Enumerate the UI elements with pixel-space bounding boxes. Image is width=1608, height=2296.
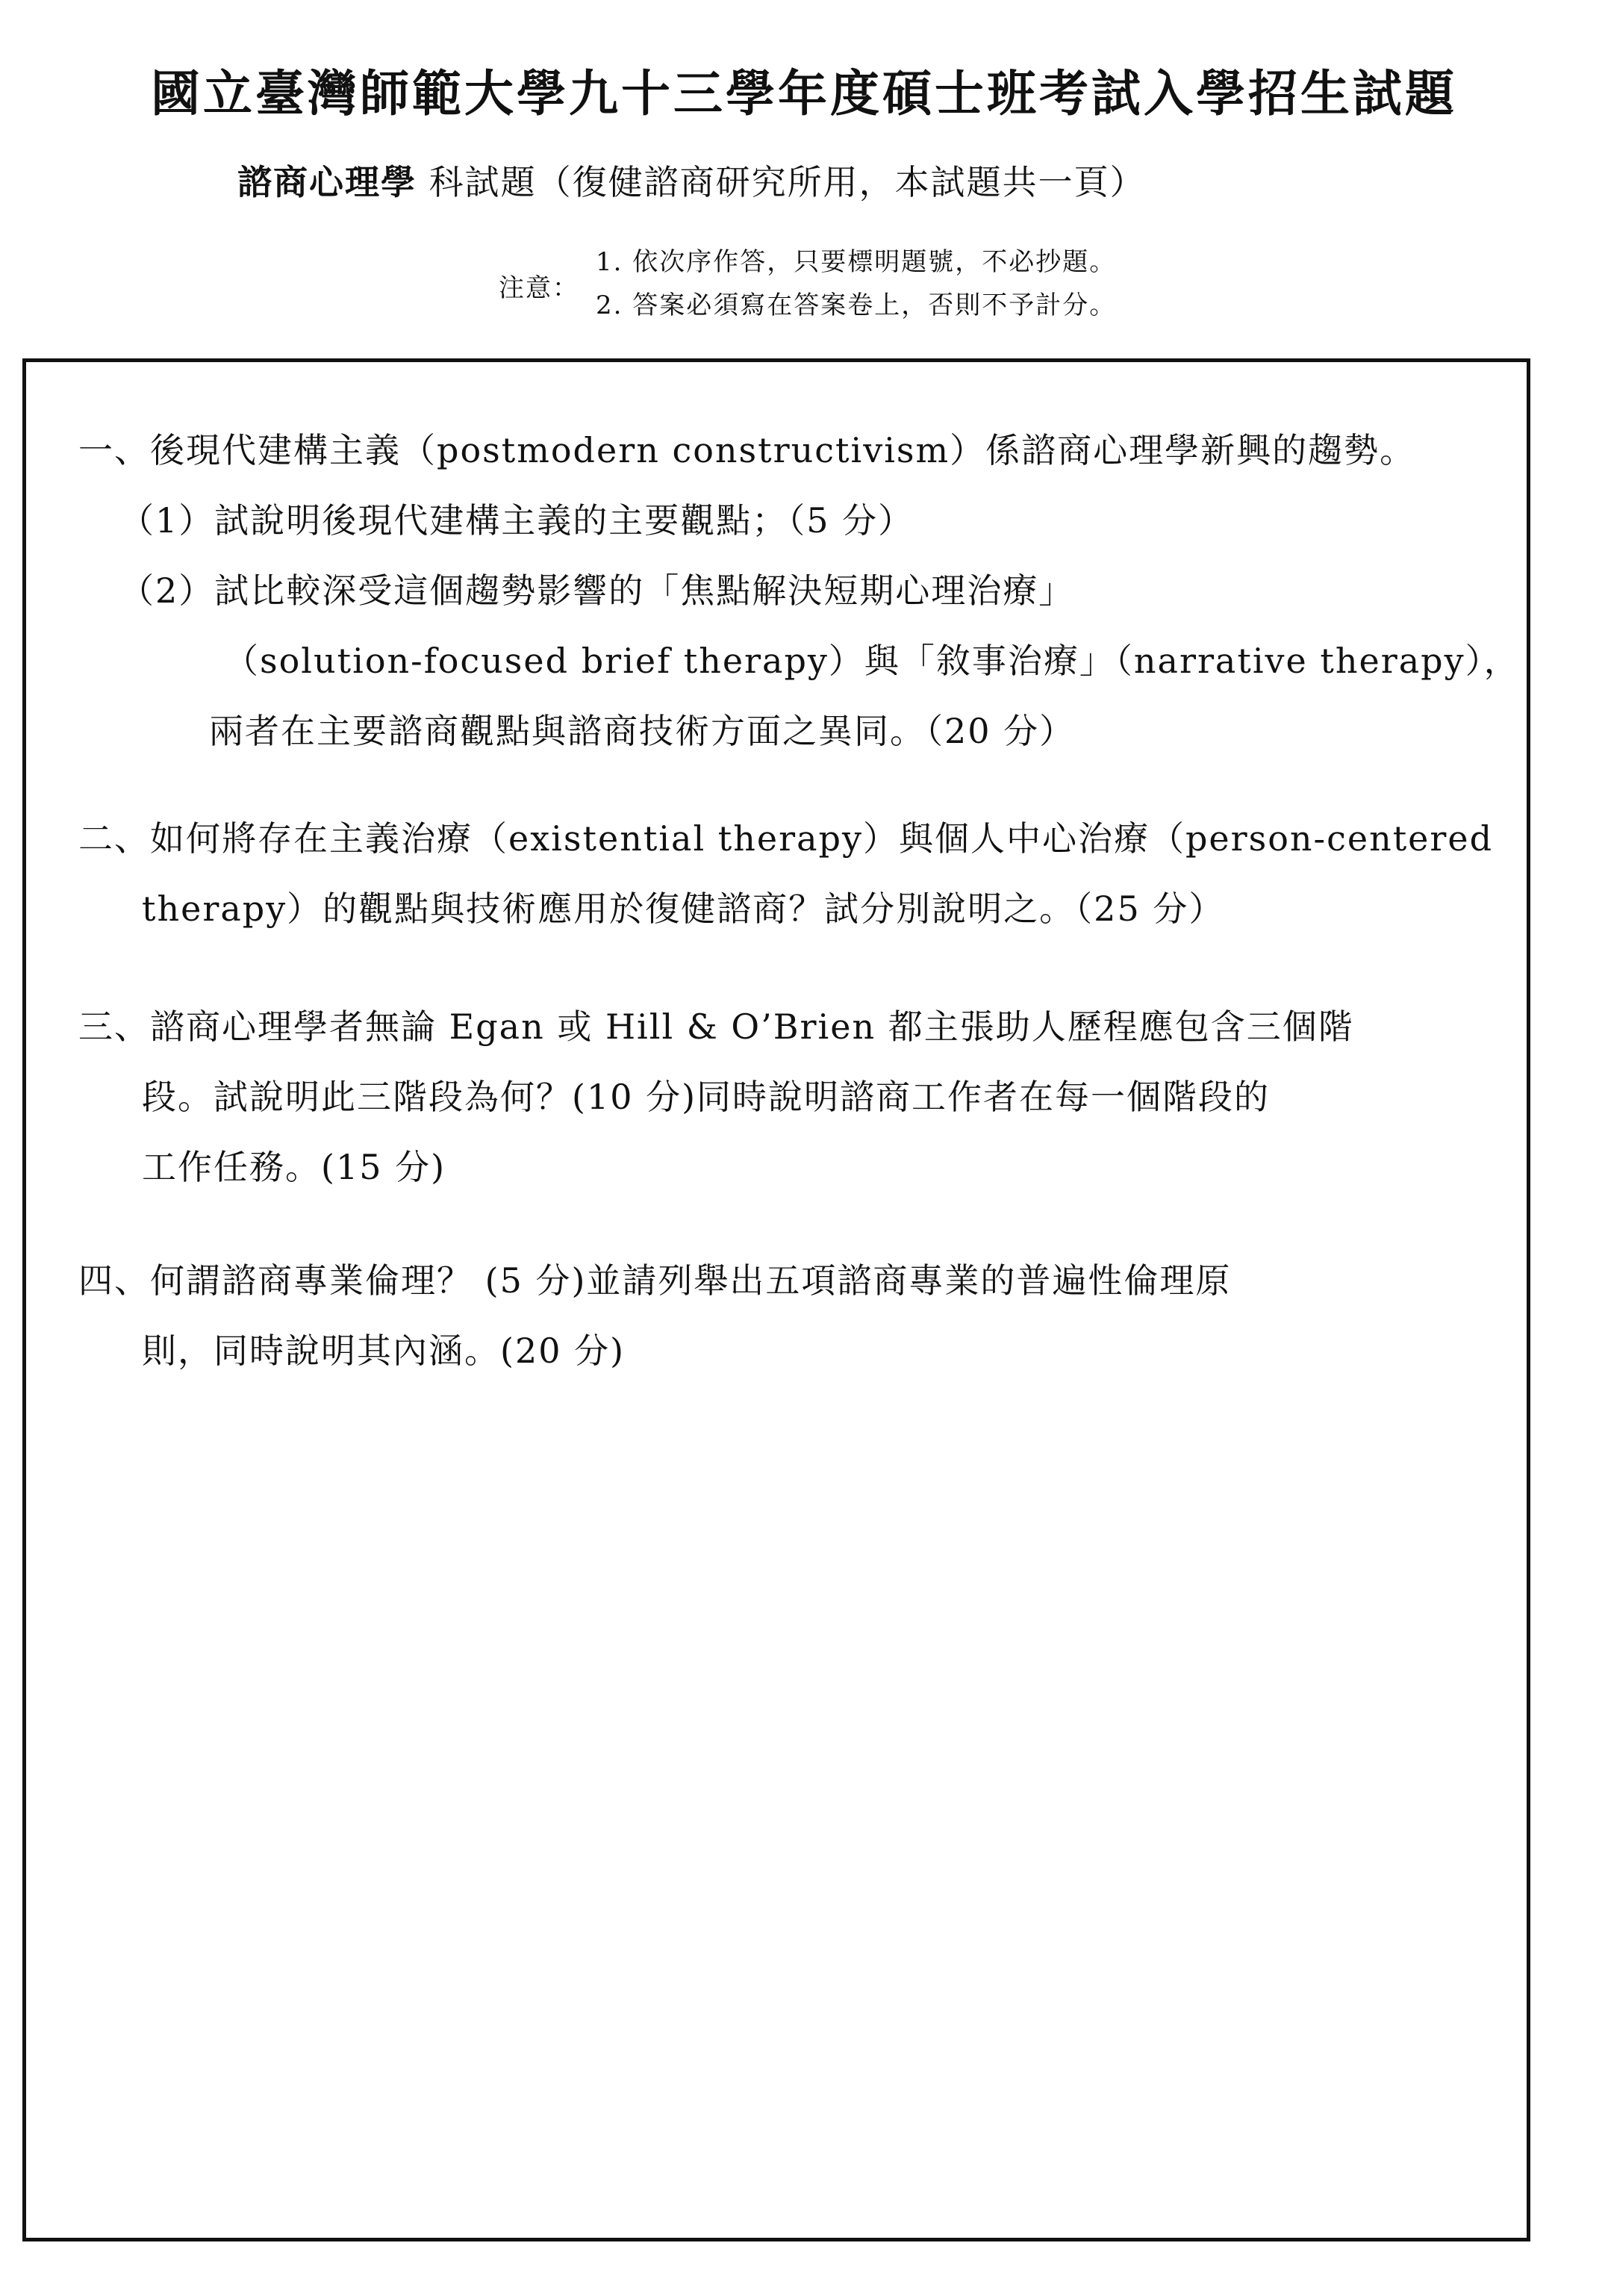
subject-name: 諮商心理學 (237, 162, 417, 202)
page-title: 國立臺灣師範大學九十三學年度碩士班考試入學招生試題 (151, 64, 1457, 122)
notice-items (596, 240, 1116, 327)
question-line: 二、如何將存在主義治療（existential therapy）與個人中心治療（person-centered (78, 818, 1494, 859)
question-line: 則，同時說明其內涵。(20 分) (142, 1331, 626, 1371)
notice-label: 注意： (499, 273, 579, 303)
question-line: 四、何謂諮商專業倫理？ (5 分)並請列舉出五項諮商專業的普遍性倫理原 (78, 1260, 1232, 1301)
question-line: （solution-focused brief therapy）與「敘事治療」（narrative therapy）， (224, 641, 1520, 681)
subtitle-detail: 科試題（復健諮商研究所用，本試題共一頁） (417, 162, 1146, 202)
question-line: 兩者在主要諮商觀點與諮商技術方面之異同。（20 分） (209, 711, 1076, 751)
notice-item: 2. 答案必須寫在答案卷上，否則不予計分。 (596, 290, 1117, 320)
exam-subtitle (237, 155, 1146, 205)
question-box (22, 358, 1530, 2241)
notice-item: 1. 依次序作答，只要標明題號，不必抄題。 (596, 247, 1117, 277)
question-line: 三、諮商心理學者無論 Egan 或 Hill & O’Brien 都主張助人歷程應包含三個階 (78, 1007, 1354, 1047)
question-line: （1）試說明後現代建構主義的主要觀點；（5 分） (119, 500, 914, 541)
question-line: 一、後現代建構主義（postmodern constructivism）係諮商心理學新興的趨勢。 (78, 430, 1416, 470)
question-line: therapy）的觀點與技術應用於復健諮商？試分別說明之。（25 分） (142, 889, 1225, 929)
question-line: 工作任務。(15 分) (142, 1147, 446, 1187)
question-line: （2）試比較深受這個趨勢影響的「焦點解決短期心理治療」 (119, 570, 1075, 611)
question-line: 段。試說明此三階段為何？(10 分)同時說明諮商工作者在每一個階段的 (142, 1077, 1271, 1117)
